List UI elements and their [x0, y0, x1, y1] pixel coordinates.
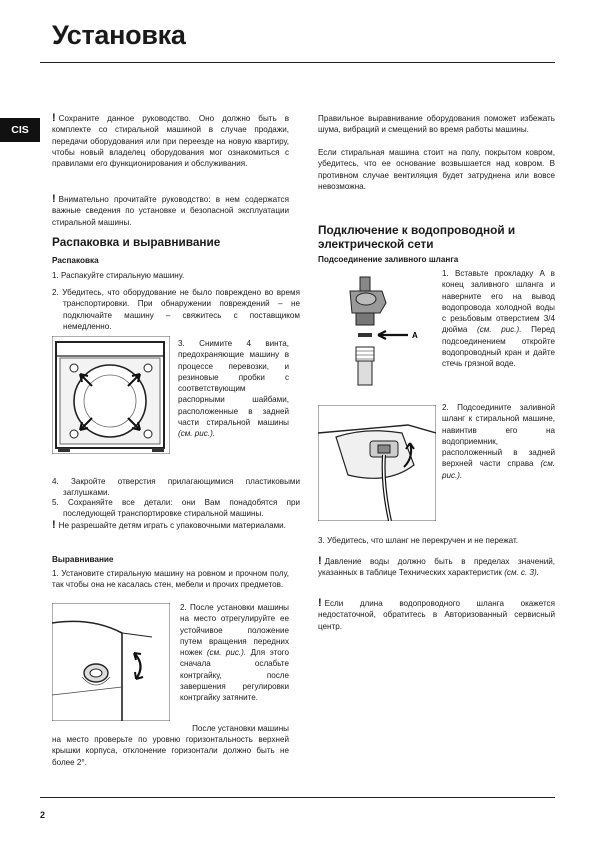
- hose-step-1-ref: (см. рис.).: [477, 325, 522, 335]
- leveling-step-1: 1. Установите стиральную машину на ровном и прочном полу, так чтобы она не касалась стен, мебели и прочих предметов.: [52, 569, 289, 590]
- note-pressure: [318, 556, 555, 579]
- warning-icon: !: [318, 597, 322, 609]
- page-number: 2: [40, 810, 46, 820]
- unpack-step-4: 4. Закройте отверстия прилагающимися пластиковыми заглушками.: [52, 477, 300, 498]
- page-title: Установка: [52, 20, 186, 50]
- title-rule: [40, 62, 555, 63]
- foot-adjust-figure: [52, 603, 170, 721]
- leveling-step-2-text: 2. После установки машины на место отрегулируйте ее устойчивое положение путем вращения передних ножек: [180, 603, 289, 658]
- note-read-manual-text: Внимательно прочитайте руководство: в нем содержатся важные сведения по установке и безопасной эксплуатации стиральной машины.: [52, 195, 289, 227]
- hose-step-2: [442, 402, 555, 481]
- note-pressure-text: Давление воды должно быть в пределах значений, указанных в таблице Технических характеристик: [318, 557, 555, 578]
- warning-icon: !: [318, 555, 322, 567]
- leveling-step-2-text-b: Для этого сначала ослабьте контргайку, после завершения регулировки контргайку затяните.: [180, 648, 289, 703]
- unpack-step-2: 2. Убедитесь, что оборудование не было повреждено во время транспортировки. При обнаружении повреждений – не подключайте машину – свяжитесь с поставщиком немедленно.: [52, 288, 300, 331]
- leveling-step-2-cont: После установки машины: [192, 724, 289, 733]
- unpack-step-3: [178, 338, 289, 440]
- unpack-step-3-text: 3. Снимите 4 винта, предохраняющие машину в процессе перевозки, и резиновые пробки с соответствующим распорными шайбами, расположенные в задней части стиральной машины: [178, 339, 289, 428]
- warning-icon: !: [52, 112, 56, 124]
- note-read-manual: [52, 194, 289, 228]
- unpack-step-1: 1. Распакуйте стиральную машину.: [52, 271, 185, 280]
- unpack-subtitle: Распаковка: [52, 256, 99, 265]
- language-tab: CIS: [0, 118, 40, 142]
- unpack-step-3-ref: (см. рис.).: [178, 429, 216, 439]
- note-children-text: Не разрешайте детям играть с упаковочными материалами.: [58, 521, 286, 530]
- hose-step-1-text-b: Перед подсоединением откройте водопроводный кран и дайте стечь грязной воде.: [442, 325, 556, 369]
- leveling-benefit: Правильное выравнивание оборудования поможет избежать шума, вибраций и смещений во время работы машины.: [318, 114, 555, 135]
- footer-rule: [40, 797, 555, 798]
- note-keep-manual: [52, 113, 289, 169]
- leveling-step-2-end: на место проверьте по уровню горизонтальность верхней крышки корпуса, отклонение горизонтали должно быть не более 2°.: [52, 735, 289, 767]
- warning-icon: !: [52, 193, 56, 205]
- tap-hose-figure: [330, 275, 435, 387]
- note-keep-manual-text: Сохраните данное руководство. Оно должно быть в комплекте со стиральной машиной в случае продажи, передачи оборудования или при переезде на новую квартиру, чтобы новый владелец оборудования мог ознакомиться с правилами его функционирования и обслуживания.: [52, 114, 289, 169]
- leveling-carpet: Если стиральная машина стоит на полу, покрытом ковром, убедитесь, что ее основание возвышается над ковром. В противном случае вентиляция будет затруднена или вовсе невозможна.: [318, 148, 555, 191]
- note-hose-length-text: Если длина водопроводного шланга окажется недостаточной, обратитесь в Авторизованный сервисный центр.: [318, 599, 555, 631]
- note-pressure-ref: (см. с. 3).: [504, 568, 539, 578]
- hose-step-2-ref: (см. рис.).: [442, 459, 556, 480]
- hose-subtitle: Подсоединение заливного шланга: [318, 255, 459, 264]
- leveling-step-2: [180, 602, 289, 704]
- hose-step-1: [442, 268, 555, 370]
- machine-rear-figure: [52, 336, 170, 454]
- note-children: [52, 520, 289, 531]
- hose-machine-figure: [318, 405, 436, 521]
- leveling-step-2-ref: (см. рис.).: [206, 648, 247, 658]
- section-unpacking-title: Распаковка и выравнивание: [52, 235, 221, 249]
- section-connection-title: Подключение к водопроводной и электрической сети: [318, 223, 516, 251]
- warning-icon: !: [52, 519, 56, 531]
- hose-step-1-text: 1. Вставьте прокладку A в конец заливного шланга и наверните его на вывод водопровода холодной воды с резьбовым отверстием 3/4 дюйма: [442, 269, 555, 335]
- leveling-subtitle: Выравнивание: [52, 555, 114, 564]
- fig-label-a: A: [412, 331, 418, 340]
- note-hose-length: [318, 598, 555, 632]
- unpack-step-5: 5. Сохраняйте все детали: они Вам понадобятся при последующей транспортировке стиральной машины.: [52, 498, 300, 519]
- hose-step-2-text: 2. Подсоедините заливной шланг к стиральной машине, навинтив его на водоприемник, расположенный в задней верхней части справа: [442, 403, 555, 469]
- hose-step-3: 3. Убедитесь, что шланг не перекручен и не пережат.: [318, 536, 519, 545]
